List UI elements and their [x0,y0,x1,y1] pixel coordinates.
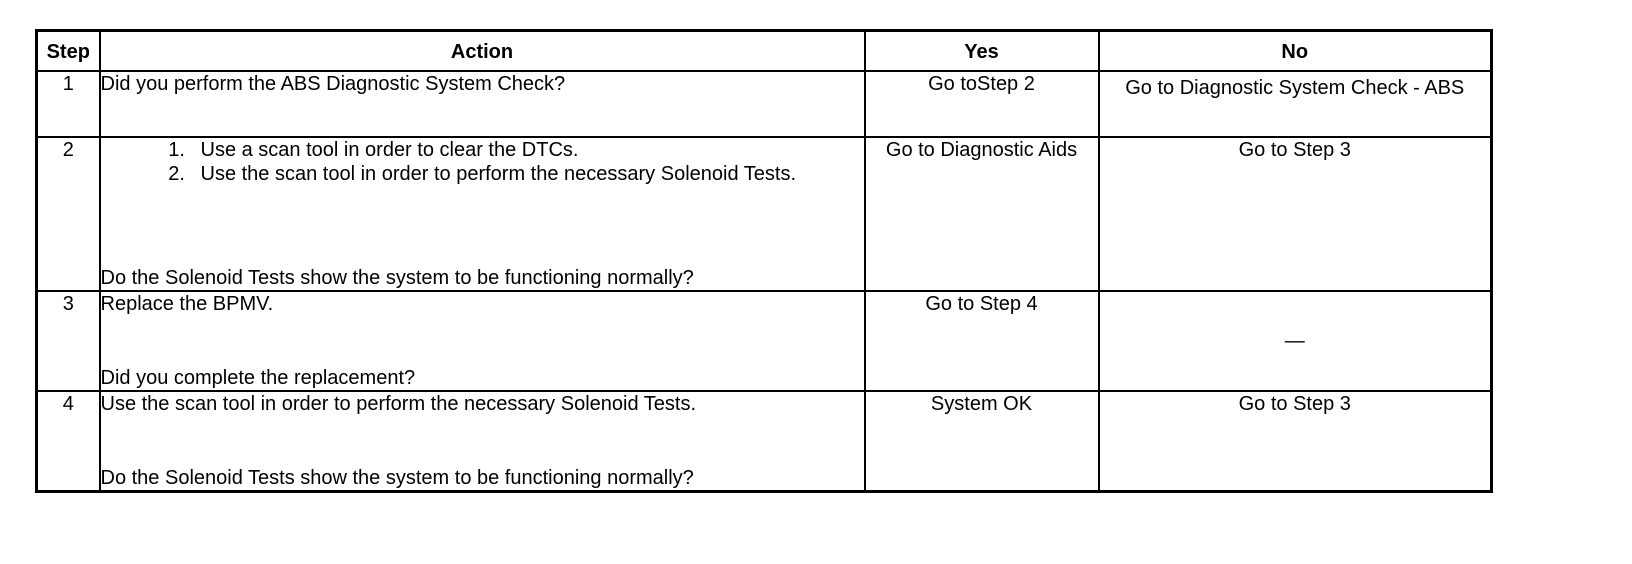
no-cell: Go to Diagnostic System Check - ABS [1099,71,1492,137]
action-steps-list [101,138,864,186]
header-row [37,31,1492,72]
table-row [37,137,1492,291]
yes-cell: Go toStep 2 [865,71,1099,137]
action-cell [100,137,865,291]
table-row [37,71,1492,137]
no-cell: — [1099,291,1492,391]
header-action: Action [100,31,865,72]
step-number: 4 [37,391,100,492]
no-cell: Go to Step 3 [1099,137,1492,291]
table-row [37,391,1492,492]
header-no: No [1099,31,1492,72]
header-yes: Yes [865,31,1099,72]
no-cell: Go to Step 3 [1099,391,1492,492]
action-question: Did you complete the replacement? [100,367,416,389]
diagnostic-table [35,29,1493,493]
action-text: Use the scan tool in order to perform the necessary Solenoid Tests. [100,393,696,415]
yes-cell: Go to Diagnostic Aids [865,137,1099,291]
yes-cell: System OK [865,391,1099,492]
step-number: 2 [37,137,100,291]
action-text: Did you perform the ABS Diagnostic System Check? [100,73,566,95]
table-row [37,291,1492,391]
step-number: 1 [37,71,100,137]
action-cell [100,71,865,137]
action-text: Replace the BPMV. [100,293,274,315]
list-item: 1. Use a scan tool in order to clear the DTCs. [191,138,864,162]
action-question: Do the Solenoid Tests show the system to be functioning normally? [100,467,694,489]
step-number: 3 [37,291,100,391]
list-item: 2. Use the scan tool in order to perform the necessary Solenoid Tests. [191,162,864,186]
action-question: Do the Solenoid Tests show the system to be functioning normally? [100,267,694,289]
action-cell [100,391,865,492]
action-cell [100,291,865,391]
header-step: Step [37,31,100,72]
yes-cell: Go to Step 4 [865,291,1099,391]
